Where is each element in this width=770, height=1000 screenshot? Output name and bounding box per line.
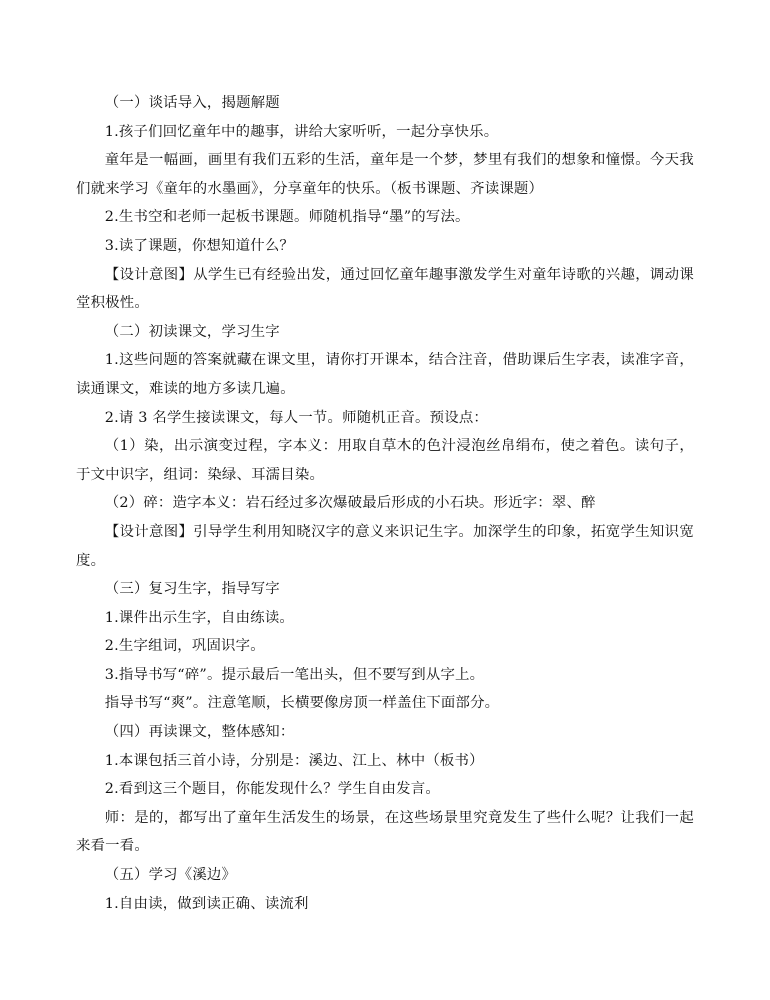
section-heading-5: （五）学习《溪边》	[104, 867, 237, 884]
paragraph: 童年是一幅画，画里有我们五彩的生活，童年是一个梦，梦里有我们的想象和憧憬。今天我们就来学习《童年的水墨画》，分享童年的快乐。（板书课题、齐读课题）	[76, 152, 694, 197]
paragraph: （2）碎：造字本义：岩石经过多次爆破最后形成的小石块。形近字：翠、醉	[104, 495, 596, 512]
paragraph: 师：是的，都写出了童年生活发生的场景，在这些场景里究竟发生了些什么呢？让我们一起来看一看。	[76, 809, 694, 855]
paragraph: 2.生字组词，巩固识字。	[104, 638, 265, 655]
section-heading-2: （二）初读课文，学习生字	[104, 323, 280, 340]
paragraph: 3.指导书写“碎”。提示最后一笔出头，但不要写到从字上。	[104, 666, 485, 683]
design-intent-note: 【设计意图】引导学生利用知晓汉字的意义来识记生字。加深学生的印象，拓宽学生知识宽度。	[76, 523, 694, 569]
paragraph: 指导书写“爽”。注意笔顺，长横要像房顶一样盖住下面部分。	[104, 695, 500, 712]
paragraph: 1.课件出示生字，自由练读。	[104, 609, 295, 626]
paragraph: 1.孩子们回忆童年中的趣事，讲给大家听听，一起分享快乐。	[104, 123, 499, 140]
paragraph: 2.看到这三个题目，你能发现什么？学生自由发言。	[104, 781, 440, 798]
paragraph: 1.这些问题的答案就藏在课文里，请你打开课本，结合注音，借助课后生字表，读准字音，读通课文，难读的地方多读几遍。	[76, 352, 694, 397]
section-heading-1: （一）谈话导入，揭题解题	[104, 95, 280, 111]
paragraph: 2.生书空和老师一起板书课题。师随机指导“墨”的写法。	[104, 209, 470, 226]
design-intent-note: 【设计意图】从学生已有经验出发，通过回忆童年趣事激发学生对童年诗歌的兴趣，调动课堂积极性。	[76, 266, 694, 312]
section-heading-3: （三）复习生字，指导写字	[104, 581, 280, 598]
paragraph: （1）染，出示演变过程，字本义：用取自草木的色汁浸泡丝帛绢布，使之着色。读句子，于文中识字，组词：染绿、耳濡目染。	[76, 438, 694, 483]
paragraph: 2.请 3 名学生接读课文，每人一节。师随机正音。预设点：	[104, 409, 489, 426]
paragraph: 3.读了课题，你想知道什么？	[104, 237, 295, 254]
section-heading-4: （四）再读课文，整体感知：	[104, 724, 295, 741]
paragraph: 1.自由读，做到读正确、读流利	[104, 895, 309, 912]
document-body	[76, 89, 694, 918]
paragraph: 1.本课包括三首小诗，分别是：溪边、江上、林中（板书）	[104, 752, 484, 769]
